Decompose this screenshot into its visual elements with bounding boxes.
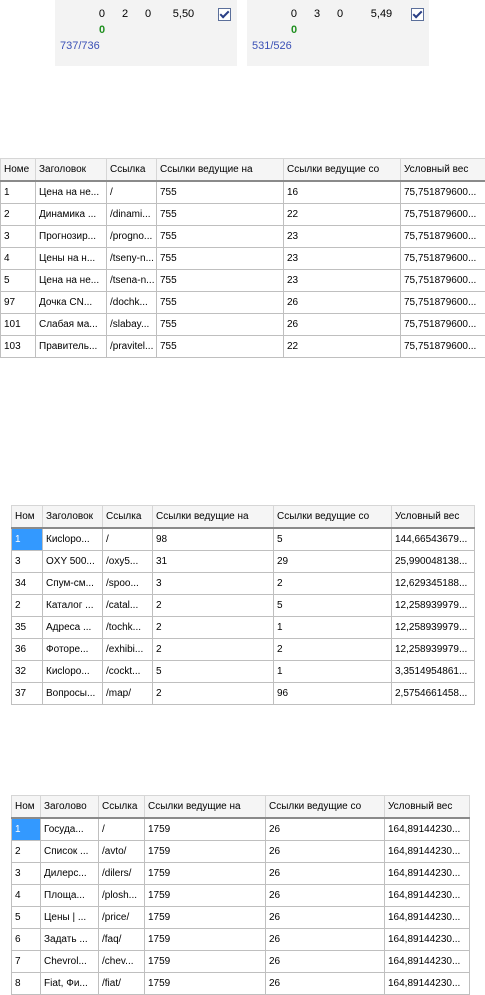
cell-links-out: 26 [266,951,385,973]
cell-links-in: 755 [157,270,284,292]
pages-grid-2 [11,505,475,705]
cell-title: Площа... [41,885,99,907]
cell-links-in: 2 [153,617,274,639]
cell-links-out: 26 [266,841,385,863]
cell-number: 103 [1,336,36,358]
cell-links-out: 5 [274,595,392,617]
table-row[interactable] [12,841,470,863]
cell-title: Каталог ... [43,595,103,617]
table-row[interactable] [12,528,475,551]
stat-b: 3 [300,8,320,20]
table-row[interactable] [1,314,485,336]
cell-number: 4 [12,885,41,907]
cell-title: Вопросы... [43,683,103,705]
cell-title: Госуда... [41,818,99,841]
cell-link: /tseny-n... [107,248,157,270]
stat-ratio: 531/526 [252,40,292,52]
column-header-link[interactable]: Ссылка [99,796,145,819]
stat-c: 0 [323,8,343,20]
table-row[interactable] [12,973,470,995]
cell-links-in: 755 [157,292,284,314]
cell-number: 3 [12,551,43,573]
cell-title: Цена на не... [36,270,107,292]
cell-title: Кисloро... [43,528,103,551]
cell-weight: 75,751879600... [401,314,485,336]
cell-weight: 164,89144230... [385,907,470,929]
cell-link: /pravitel... [107,336,157,358]
cell-link: /map/ [103,683,153,705]
cell-link: /spoo... [103,573,153,595]
cell-title: Спум-см... [43,573,103,595]
cell-weight: 2,5754661458... [392,683,475,705]
column-header-links-out[interactable]: Ссылки ведущие со [284,159,401,182]
cell-links-in: 755 [157,181,284,204]
cell-weight: 164,89144230... [385,841,470,863]
column-header-number[interactable]: Номе [1,159,36,182]
cell-link: /price/ [99,907,145,929]
cell-link: /avto/ [99,841,145,863]
cell-number: 1 [1,181,36,204]
cell-links-out: 26 [266,907,385,929]
cell-title: Задать ... [41,929,99,951]
stat-green-count: 0 [99,24,105,36]
cell-weight: 164,89144230... [385,818,470,841]
cell-links-in: 1759 [145,841,266,863]
cell-number: 6 [12,929,41,951]
table-row[interactable] [12,863,470,885]
cell-number: 2 [1,204,36,226]
cell-links-out: 26 [266,818,385,841]
pages-grid-3 [11,795,470,995]
table-row[interactable] [12,885,470,907]
stats-card-1 [55,0,237,66]
cell-number: 3 [12,863,41,885]
cell-link: /exhibi... [103,639,153,661]
cell-link: /progno... [107,226,157,248]
cell-weight: 12,258939979... [392,639,475,661]
column-header-links-out[interactable]: Ссылки ведущие со [274,506,392,529]
column-header-weight[interactable]: Условный вес [392,506,475,529]
cell-link: /cockt... [103,661,153,683]
cell-weight: 12,629345188... [392,573,475,595]
cell-title: Прогнозир... [36,226,107,248]
cell-link: /plosh... [99,885,145,907]
cell-title: Фоторе... [43,639,103,661]
column-header-title[interactable]: Заголовок [43,506,103,529]
cell-title: Адреса ... [43,617,103,639]
cell-title: OXY 500... [43,551,103,573]
cell-links-in: 3 [153,573,274,595]
stats-card-2 [247,0,429,66]
cell-links-out: 26 [266,973,385,995]
cell-title: Правитель... [36,336,107,358]
cell-title: Список ... [41,841,99,863]
cell-links-out: 26 [266,885,385,907]
cell-links-out: 29 [274,551,392,573]
cell-links-in: 755 [157,336,284,358]
cell-title: Динамика ... [36,204,107,226]
table-row[interactable] [1,181,485,204]
stat-a: 0 [90,8,105,20]
cell-links-in: 2 [153,683,274,705]
cell-number: 3 [1,226,36,248]
stat-ratio: 737/736 [60,40,100,52]
cell-title: Chevrol... [41,951,99,973]
column-header-weight[interactable]: Условный вес [385,796,470,819]
cell-title: Цена на не... [36,181,107,204]
cell-weight: 75,751879600... [401,226,485,248]
cell-weight: 3,3514954861... [392,661,475,683]
cell-number: 5 [1,270,36,292]
table-row[interactable] [12,573,475,595]
cell-links-out: 22 [284,204,401,226]
cell-number: 37 [12,683,43,705]
cell-number: 34 [12,573,43,595]
cell-title: Слабая ма... [36,314,107,336]
table-row[interactable] [1,204,485,226]
cell-links-in: 755 [157,204,284,226]
cell-weight: 25,990048138... [392,551,475,573]
cell-links-in: 1759 [145,929,266,951]
table-row[interactable] [12,929,470,951]
table-row[interactable] [12,951,470,973]
table-row[interactable] [1,270,485,292]
cell-weight: 75,751879600... [401,248,485,270]
column-header-links-in[interactable]: Ссылки ведущие на [145,796,266,819]
cell-links-in: 755 [157,226,284,248]
cell-links-in: 1759 [145,818,266,841]
column-header-number[interactable]: Ном [12,506,43,529]
cell-title: Fiat, Фи... [41,973,99,995]
cell-title: Цены | ... [41,907,99,929]
cell-weight: 164,89144230... [385,885,470,907]
cell-links-out: 2 [274,573,392,595]
cell-number: 97 [1,292,36,314]
cell-number: 32 [12,661,43,683]
cell-weight: 12,258939979... [392,617,475,639]
cell-weight: 75,751879600... [401,292,485,314]
table-row[interactable] [12,595,475,617]
cell-weight: 164,89144230... [385,929,470,951]
column-header-link[interactable]: Ссылка [103,506,153,529]
cell-links-out: 23 [284,248,401,270]
table-row[interactable] [1,336,485,358]
table-row[interactable] [12,818,470,841]
cell-link: /chev... [99,951,145,973]
column-header-number[interactable]: Ном [12,796,41,819]
cell-links-in: 2 [153,595,274,617]
cell-title: Дочка CN... [36,292,107,314]
cell-number: 2 [12,841,41,863]
cell-links-in: 1759 [145,885,266,907]
cell-title: Кисloро... [43,661,103,683]
cell-number: 8 [12,973,41,995]
cell-links-out: 23 [284,270,401,292]
column-header-links-in[interactable]: Ссылки ведущие на [153,506,274,529]
cell-weight: 164,89144230... [385,973,470,995]
cell-links-in: 755 [157,314,284,336]
cell-links-out: 26 [266,863,385,885]
table-row[interactable] [12,617,475,639]
cell-link: /dinami... [107,204,157,226]
column-header-weight[interactable]: Условный вес [401,159,485,182]
cell-link: /faq/ [99,929,145,951]
cell-link: /dochk... [107,292,157,314]
cell-weight: 75,751879600... [401,181,485,204]
cell-number: 1 [12,528,43,551]
cell-links-out: 1 [274,617,392,639]
cell-number: 5 [12,907,41,929]
cell-links-out: 26 [284,314,401,336]
stat-green-count: 0 [291,24,297,36]
cell-links-out: 2 [274,639,392,661]
cell-weight: 164,89144230... [385,863,470,885]
table-row[interactable] [12,683,475,705]
cell-weight: 144,66543679... [392,528,475,551]
column-header-title[interactable]: Заголово [41,796,99,819]
cell-links-in: 1759 [145,863,266,885]
table-row[interactable] [1,292,485,314]
cell-link: /catal... [103,595,153,617]
stat-a: 0 [282,8,297,20]
cell-links-out: 1 [274,661,392,683]
cell-link: /oxy5... [103,551,153,573]
column-header-link[interactable]: Ссылка [107,159,157,182]
cell-number: 35 [12,617,43,639]
cell-links-in: 98 [153,528,274,551]
cell-number: 2 [12,595,43,617]
cell-links-in: 31 [153,551,274,573]
stats-checkbox[interactable] [411,8,424,21]
cell-links-out: 23 [284,226,401,248]
cell-links-in: 755 [157,248,284,270]
cell-links-out: 26 [284,292,401,314]
cell-link: /dilers/ [99,863,145,885]
cell-links-in: 1759 [145,951,266,973]
table-row[interactable] [12,639,475,661]
pages-grid-1 [0,158,485,358]
cell-link: /tochk... [103,617,153,639]
cell-link: /tsena-n... [107,270,157,292]
stat-c: 0 [131,8,151,20]
cell-links-in: 1759 [145,907,266,929]
cell-weight: 75,751879600... [401,336,485,358]
cell-number: 101 [1,314,36,336]
cell-title: Цены на н... [36,248,107,270]
cell-links-in: 1759 [145,973,266,995]
cell-links-out: 26 [266,929,385,951]
cell-links-out: 96 [274,683,392,705]
cell-weight: 75,751879600... [401,270,485,292]
cell-title: Дилерс... [41,863,99,885]
cell-number: 7 [12,951,41,973]
cell-link: / [103,528,153,551]
cell-number: 1 [12,818,41,841]
cell-link: / [107,181,157,204]
stat-score: 5,49 [346,8,392,20]
table-row[interactable] [12,907,470,929]
cell-links-in: 5 [153,661,274,683]
table-row[interactable] [1,248,485,270]
column-header-links-out[interactable]: Ссылки ведущие со [266,796,385,819]
cell-links-out: 22 [284,336,401,358]
column-header-title[interactable]: Заголовок [36,159,107,182]
cell-number: 4 [1,248,36,270]
stat-score: 5,50 [154,8,194,20]
cell-weight: 164,89144230... [385,951,470,973]
column-header-links-in[interactable]: Ссылки ведущие на [157,159,284,182]
cell-weight: 12,258939979... [392,595,475,617]
cell-weight: 75,751879600... [401,204,485,226]
table-row[interactable] [12,551,475,573]
stats-checkbox[interactable] [218,8,231,21]
table-row[interactable] [12,661,475,683]
table-row[interactable] [1,226,485,248]
stat-b: 2 [108,8,128,20]
cell-link: / [99,818,145,841]
cell-links-out: 5 [274,528,392,551]
cell-links-in: 2 [153,639,274,661]
cell-link: /slabay... [107,314,157,336]
cell-number: 36 [12,639,43,661]
cell-links-out: 16 [284,181,401,204]
cell-link: /fiat/ [99,973,145,995]
